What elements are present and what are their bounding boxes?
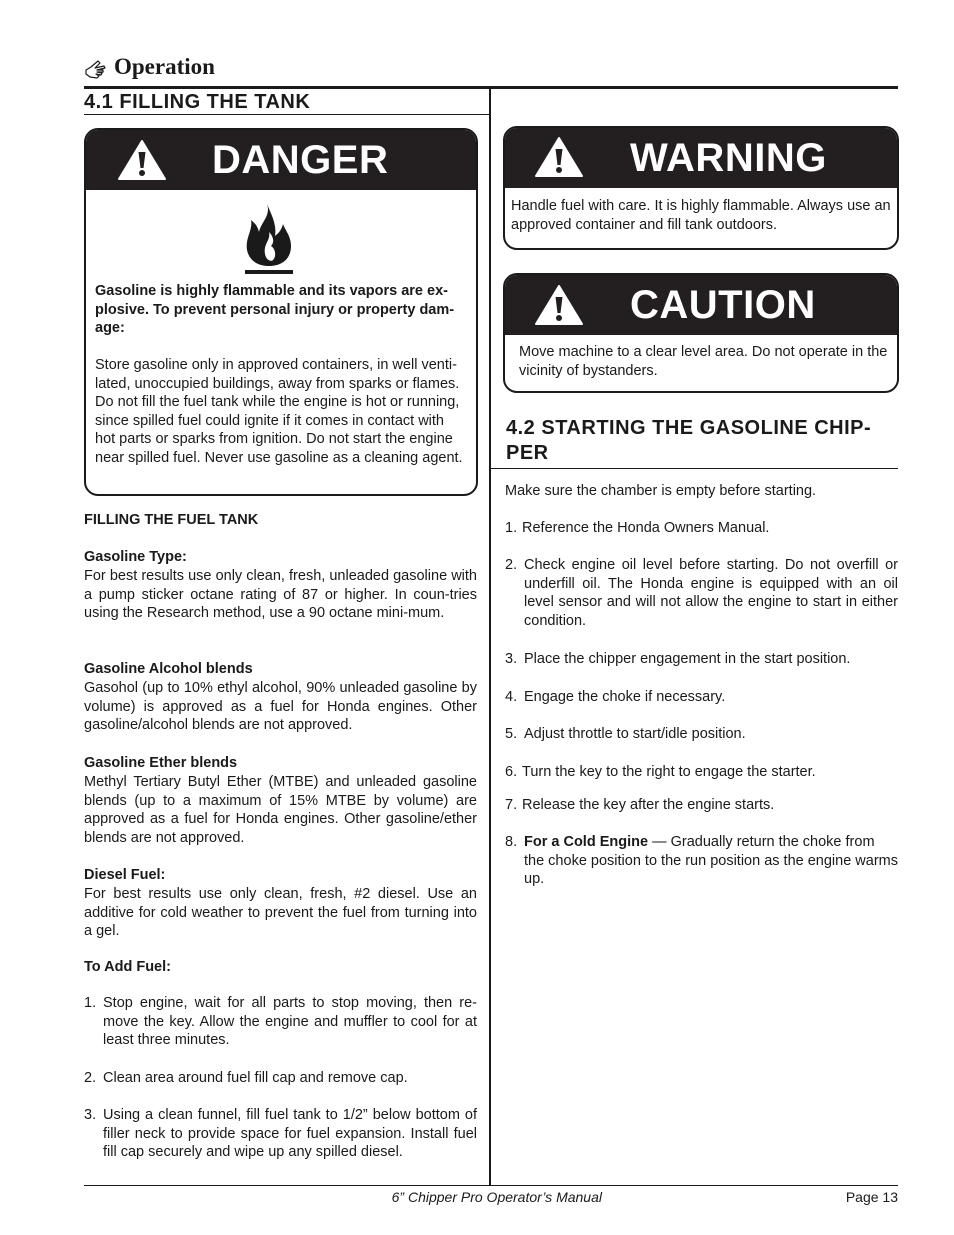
caution-band bbox=[505, 275, 897, 335]
footer-manual-title: 6” Chipper Pro Operator’s Manual bbox=[391, 1189, 602, 1205]
list-item: 2. Clean area around fuel fill cap and remove cap. bbox=[84, 1070, 408, 1086]
warning-band bbox=[505, 128, 897, 188]
warning-label: WARNING bbox=[630, 136, 827, 180]
list-item: 2. Check engine oil level before starting. Do not overfill or underfill oil. The Honda engine is equipped with an oil level sensor and will not allow the engine to start in either condition. bbox=[505, 557, 898, 629]
warning-text: Handle fuel with care. It is highly flammable. Always use an approved container and fill tank outdoors. bbox=[511, 198, 891, 233]
section-4-1-rule bbox=[84, 114, 489, 115]
list-item: 3. Place the chipper engagement in the start position. bbox=[505, 651, 851, 667]
danger-body: Store gasoline only in approved containers, in well venti-lated, unoccupied buildings, away from sparks or flames. Do not fill the fuel tank while the engine is hot or running, since spilled fuel could ignite if it comes in contact with hot parts or sparks from ignition. Do not start the engine near spilled fuel. Never use gasoline as a cleaning agent. bbox=[95, 357, 463, 466]
starting-intro: Make sure the chamber is empty before starting. bbox=[505, 483, 817, 499]
add-fuel-heading: To Add Fuel: bbox=[84, 959, 171, 975]
list-item: 1. Stop engine, wait for all parts to stop moving, then re-move the key. Allow the engine and muffler to cool for at least three minutes. bbox=[84, 995, 477, 1049]
list-item: 7. Release the key after the engine starts. bbox=[505, 797, 775, 813]
diesel-body: For best results use only clean, fresh, #2 diesel. Use an additive for cold weather to prevent the fuel from turning into a gel. bbox=[84, 886, 477, 940]
list-item: 1. Reference the Honda Owners Manual. bbox=[505, 520, 770, 536]
page-header-title: Operation bbox=[114, 54, 215, 79]
caution-box bbox=[503, 273, 899, 393]
hand-pointing-icon bbox=[84, 58, 108, 80]
gas-type-heading: Gasoline Type: bbox=[84, 549, 187, 565]
footer-page-number: Page 13 bbox=[845, 1189, 898, 1205]
warning-triangle-icon bbox=[533, 283, 585, 327]
footer-rule bbox=[84, 1185, 898, 1186]
list-item: 5. Adjust throttle to start/idle position. bbox=[505, 726, 746, 742]
ether-body: Methyl Tertiary Butyl Ether (MTBE) and unleaded gasoline blends (up to a maximum of 15% MTBE by volume) are approved as a fuel for Honda engines. Other gasoline/ether blends are not approved. bbox=[84, 774, 477, 846]
column-divider bbox=[489, 89, 491, 1185]
gas-type-body: For best results use only clean, fresh, unleaded gasoline with a pump sticker octane rating of 87 or higher. In coun-tries using the Research method, use a 90 octane mini-mum. bbox=[84, 568, 477, 622]
alcohol-body: Gasohol (up to 10% ethyl alcohol, 90% unleaded gasoline by volume) is approved as a fuel for Honda engines. Other gasoline/alcohol blends are not approved. bbox=[84, 680, 477, 734]
section-4-2-rule bbox=[491, 468, 898, 469]
filling-heading: FILLING THE FUEL TANK bbox=[84, 512, 259, 528]
list-item: 3. Using a clean funnel, fill fuel tank to 1/2” below bottom of filler neck to provide space for fuel expansion. Install fuel fill cap securely and wipe up any spilled diesel. bbox=[84, 1107, 477, 1161]
header-rule bbox=[84, 86, 898, 89]
alcohol-heading: Gasoline Alcohol blends bbox=[84, 661, 253, 677]
list-item: 6. Turn the key to the right to engage the starter. bbox=[505, 764, 816, 780]
section-4-1-title: 4.1 FILLING THE TANK bbox=[84, 91, 311, 113]
danger-intro: Gasoline is highly flammable and its vapors are ex-plosive. To prevent personal injury or property dam-age: bbox=[95, 283, 455, 337]
flame-icon bbox=[241, 202, 297, 276]
danger-band bbox=[86, 130, 476, 190]
warning-triangle-icon bbox=[533, 135, 585, 179]
caution-label: CAUTION bbox=[630, 283, 816, 327]
ether-heading: Gasoline Ether blends bbox=[84, 755, 238, 771]
danger-label: DANGER bbox=[212, 138, 389, 182]
list-item: 4. Engage the choke if necessary. bbox=[505, 689, 726, 705]
section-4-2-title: 4.2 STARTING THE GASOLINE CHIP-PER bbox=[506, 417, 872, 464]
danger-box bbox=[84, 128, 478, 496]
warning-box bbox=[503, 126, 899, 250]
caution-text: Move machine to a clear level area. Do not operate in the vicinity of bystanders. bbox=[519, 344, 888, 379]
list-item: 8. For a Cold Engine — Gradually return the choke from the choke position to the run position as the engine warms up. bbox=[505, 834, 899, 888]
warning-triangle-icon bbox=[116, 138, 168, 182]
diesel-heading: Diesel Fuel: bbox=[84, 867, 166, 883]
